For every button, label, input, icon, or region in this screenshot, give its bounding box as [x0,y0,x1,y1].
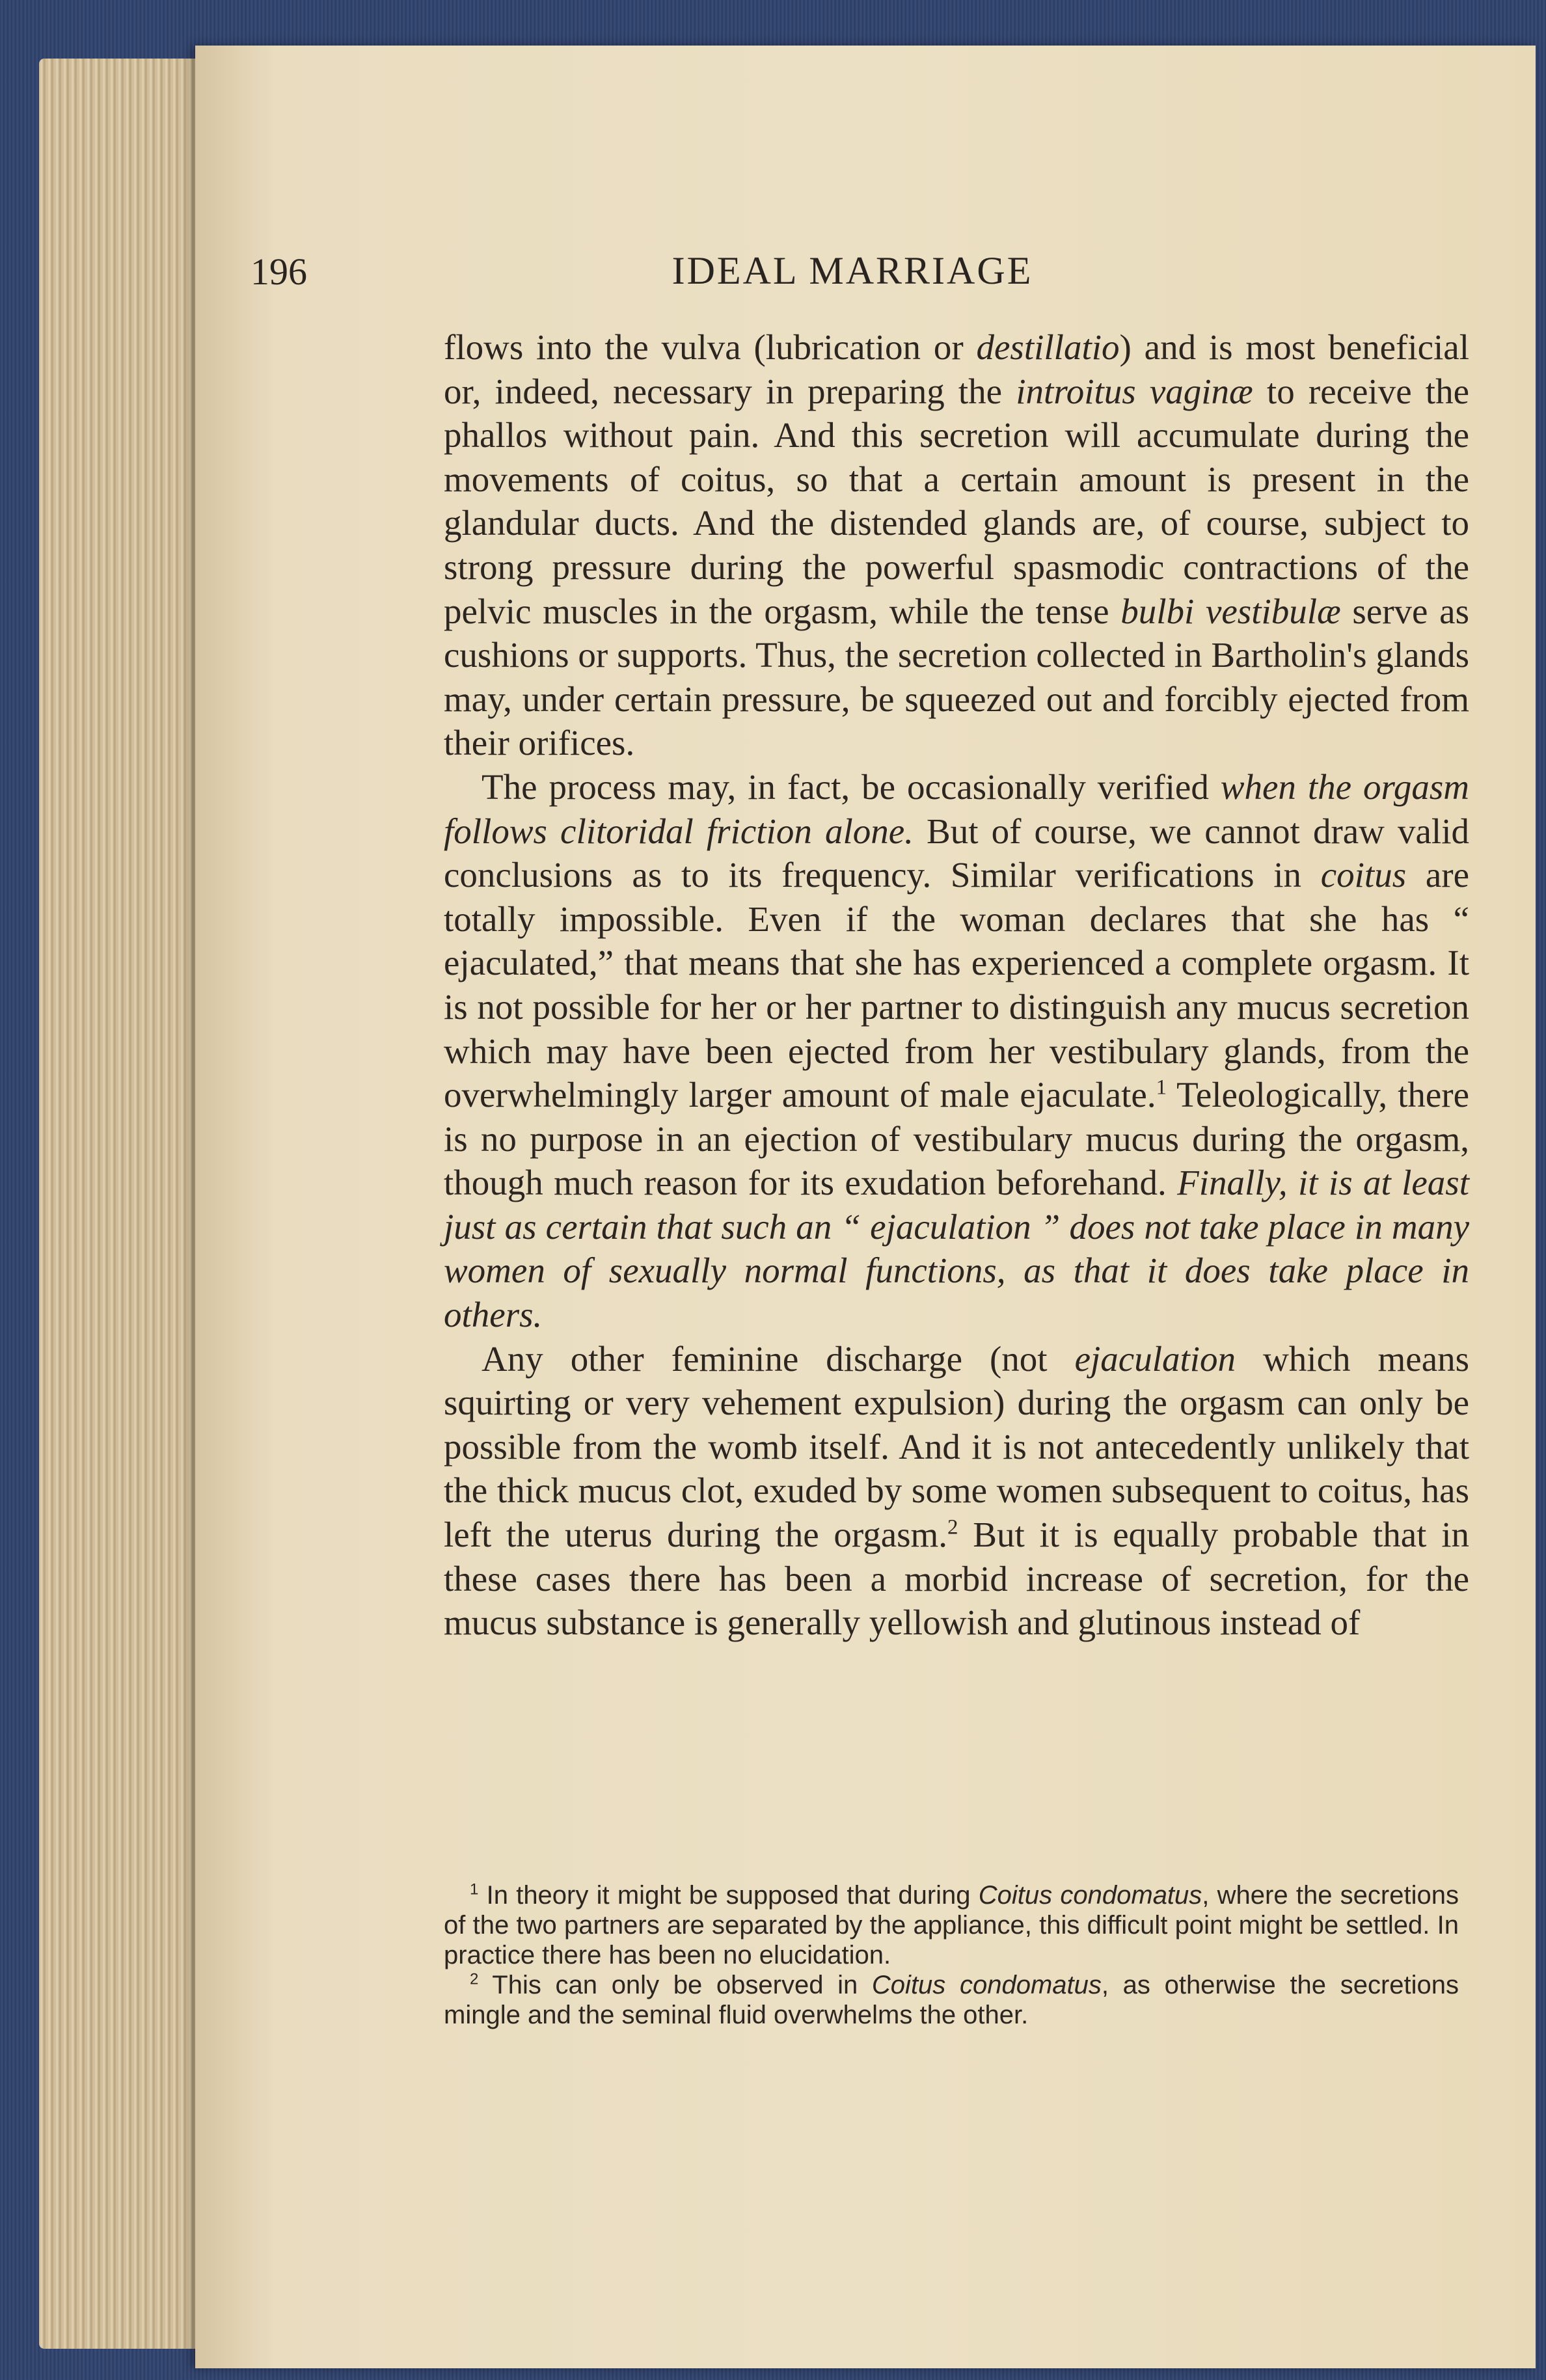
footnote-2: $^2$ This can only be observed in Coitus condomatus, as otherwise the secretions mingle and the seminal fluid overwhelms the other. [444,1970,1459,2029]
paragraph-1: flows into the vulva (lubrication or destillatio) and is most beneficial or, indeed, necessary in preparing the introitus vaginæ to receive the phallos without pain. And this secretion will accumulate during the movements of coitus, so that a certain amount is present in the glandular ducts. And the distended glands are, of course, subject to strong pressure during the powerful spasmodic contractions of the pelvic muscles in the orgasm, while the tense bulbi vestibulæ serve as cushions or supports. Thus, the secretion collected in Bartholin's glands may, under certain pressure, be squeezed out and forcibly ejected from their orifices. [444,327,1469,763]
page-number: 196 [251,250,307,293]
footnotes [444,1880,1459,2030]
footnote-ref-2: 2 [947,1515,958,1539]
footnote-ref-1: 1 [1156,1075,1167,1100]
page-header [251,239,1454,311]
paragraph-2: The process may, in fact, be occasionally verified when the orgasm follows clitoridal friction alone. But of course, we cannot draw valid conclusions as to its frequency. Similar verifications in coitus are totally impossible. Even if the woman declares that she has “ ejaculated,” that means that she has experienced a complete orgasm. It is not possible for her or her partner to distinguish any mucus secretion which may have been ejected from her vestibulary glands, from the overwhelmingly larger amount of male ejaculate.$^1$ Teleologically, there is no purpose in an ejection of vestibulary mucus during the orgasm, though much reason for its exudation beforehand. Finally, it is at least just as certain that such an “ ejaculation ” does not take place in many women of sexually normal functions, as that it does take place in others. [444,766,1469,1335]
footnote-1: $^1$ In theory it might be supposed that during Coitus condomatus, where the secretions of the two partners are separated by the appliance, this difficult point might be settled. In practice there has been no elucidation. [444,1880,1459,1969]
running-title: IDEAL MARRIAGE [671,249,1033,292]
paragraph-3: Any other feminine discharge (not ejaculation which means squirting or very vehement expulsion) during the orgasm can only be possible from the womb itself. And it is not antecedently unlikely that the thick mucus clot, exuded by some women subsequent to coitus, has left the uterus during the orgasm.$^2$ But it is equally probable that in these cases there has been a morbid increase of secretion, for the mucus substance is generally yellowish and glutinous instead of [444,1338,1470,1643]
body-text [444,325,1469,1645]
